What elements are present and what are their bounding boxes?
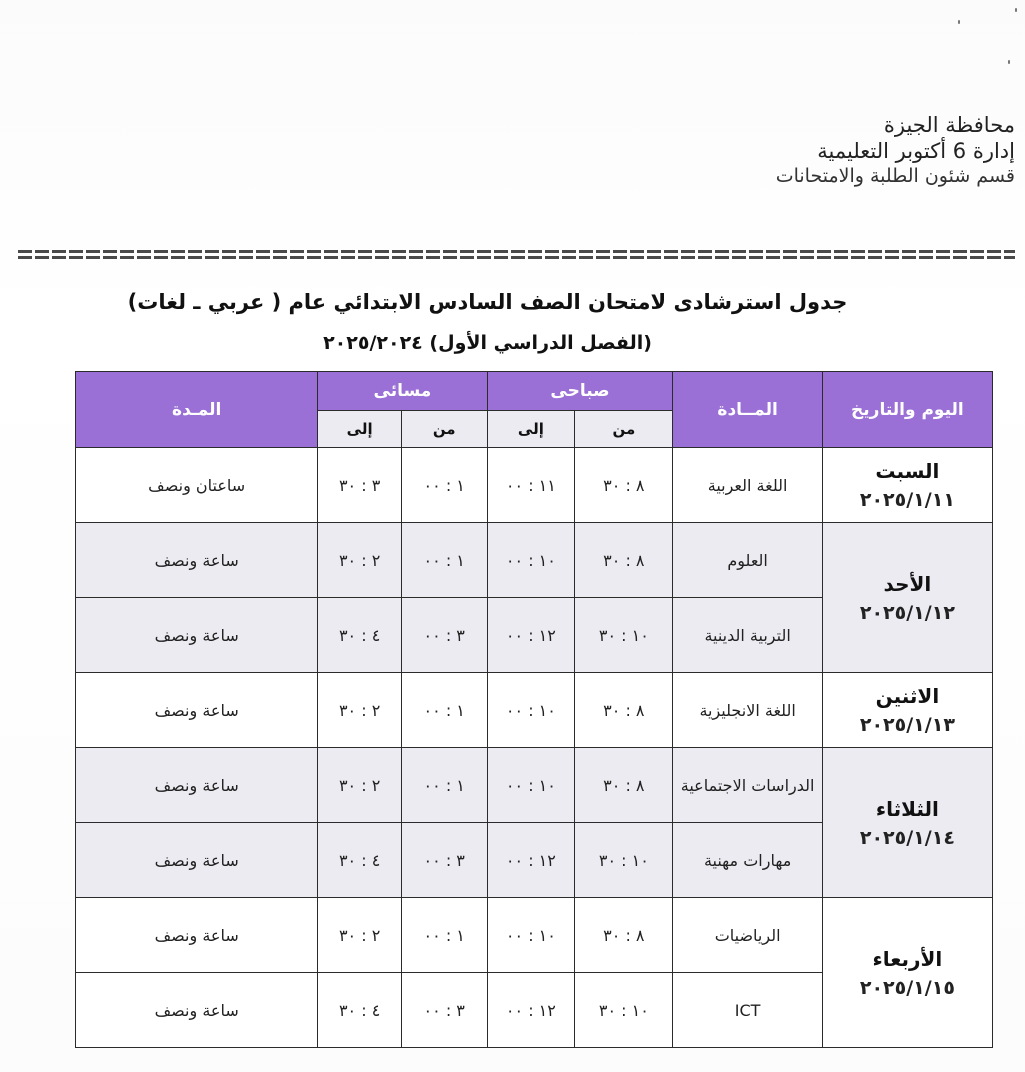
time-value: ١٠ : ٣٠ [598,850,649,870]
document-title-block [120,290,855,354]
morning-to-cell [487,448,575,523]
evening-from-cell [401,673,487,748]
col-duration: المـدة [76,372,318,448]
time-value: ٨ : ٣٠ [603,700,645,720]
day-cell [822,448,992,523]
exam-schedule-table [75,371,993,1048]
day-date: ٢٠٢٥/١/١٥ [859,976,955,999]
header-row [76,372,993,411]
time-value: ١٠ : ٠٠ [505,925,556,945]
subject-cell: ICT [673,973,822,1048]
evening-from-cell [401,523,487,598]
morning-to-cell [487,823,575,898]
evening-to-cell [318,673,402,748]
morning-to-cell [487,898,575,973]
day-date: ٢٠٢٥/١/١١ [859,489,955,511]
col-morning: صباحى [487,372,673,411]
evening-to-cell [318,973,402,1048]
morning-to-cell [487,598,575,673]
col-day-date: اليوم والتاريخ [822,372,992,448]
time-value: ٤ : ٣٠ [338,625,381,645]
time-value: ١٠ : ٠٠ [505,550,556,570]
time-value: ١٢ : ٠٠ [505,1000,556,1020]
time-value: ١ : ٠٠ [423,700,465,720]
morning-from-cell [575,523,673,598]
evening-from-cell [401,448,487,523]
table-row [76,748,993,823]
time-value: ١ : ٠٠ [423,775,465,795]
time-value: ١٢ : ٠٠ [505,625,556,645]
time-value: ١ : ٠٠ [423,925,465,945]
duration-cell: ساعة ونصف [76,598,318,673]
term-subtitle: (الفصل الدراسي الأول) ٢٠٢٥/٢٠٢٤ [323,332,652,354]
evening-to-cell [318,523,402,598]
day-date: ٢٠٢٥/١/١٤ [859,826,955,849]
evening-to-cell [318,748,402,823]
day-name: الأربعاء [872,946,943,971]
evening-to-cell [318,448,402,523]
dash-line-top [18,250,1015,253]
governorate-name: محافظة الجيزة [883,113,1015,137]
speck [958,20,960,24]
day-date: ٢٠٢٥/١/١٣ [859,714,955,736]
morning-from-cell [575,448,673,523]
evening-to-cell [318,823,402,898]
col-morning-from: من [575,411,673,448]
day-cell [822,673,992,748]
duration-cell: ساعة ونصف [76,748,318,823]
time-value: ٨ : ٣٠ [603,925,645,945]
time-value: ١٠ : ٠٠ [505,700,556,720]
time-value: ٢ : ٣٠ [338,700,381,720]
morning-from-cell [575,673,673,748]
evening-to-cell [318,898,402,973]
department-name: قسم شئون الطلبة والامتحانات [775,164,1015,187]
duration-cell: ساعة ونصف [76,673,318,748]
time-value: ١ : ٠٠ [423,550,465,570]
col-morning-to: إلى [487,411,575,448]
morning-from-cell [575,973,673,1048]
morning-from-cell [575,598,673,673]
table-row [76,523,993,598]
morning-to-cell [487,673,575,748]
speck [1015,8,1017,12]
time-value: ٤ : ٣٠ [338,850,381,870]
day-cell [822,523,992,673]
evening-from-cell [401,598,487,673]
organization-header [776,112,1015,188]
document-title: جدول استرشادى لامتحان الصف السادس الابتدائي عام ( عربي ـ لغات) [127,290,848,314]
morning-from-cell [575,823,673,898]
morning-to-cell [487,973,575,1048]
duration-cell: ساعة ونصف [76,523,318,598]
time-value: ٢ : ٣٠ [338,775,381,795]
time-value: ٨ : ٣٠ [603,775,645,795]
day-name: السبت [875,459,940,483]
subject-cell: مهارات مهنية [673,823,822,898]
time-value: ٣ : ٣٠ [338,475,381,495]
time-value: ١٠ : ٣٠ [598,1000,649,1020]
speck [1008,60,1010,64]
evening-from-cell [401,748,487,823]
day-date: ٢٠٢٥/١/١٢ [859,601,955,624]
dash-line-bottom [18,256,1015,259]
morning-from-cell [575,898,673,973]
evening-to-cell [318,598,402,673]
day-name: الثلاثاء [875,796,939,821]
table-row [76,448,993,523]
time-value: ٣ : ٠٠ [423,1000,465,1020]
time-value: ١١ : ٠٠ [505,475,556,495]
col-evening-from: من [401,411,487,448]
day-name: الأحد [883,571,932,596]
col-evening: مسائى [318,372,487,411]
time-value: ٨ : ٣٠ [603,550,645,570]
evening-from-cell [401,898,487,973]
subject-cell: اللغة العربية [673,448,822,523]
table-row [76,673,993,748]
evening-from-cell [401,823,487,898]
morning-to-cell [487,523,575,598]
table-row [76,898,993,973]
duration-cell: ساعة ونصف [76,898,318,973]
double-dashed-separator [18,250,1015,262]
col-subject: المــادة [673,372,822,448]
time-value: ٨ : ٣٠ [603,475,645,495]
administration-name: إدارة 6 أكتوبر التعليمية [817,139,1015,164]
col-evening-to: إلى [318,411,402,448]
day-name: الاثنين [875,684,940,708]
subject-cell: التربية الدينية [673,598,822,673]
time-value: ٣ : ٠٠ [423,625,465,645]
subject-cell: العلوم [673,523,822,598]
subject-cell: الرياضيات [673,898,822,973]
subject-cell: الدراسات الاجتماعية [673,748,822,823]
duration-cell: ساعتان ونصف [76,448,318,523]
evening-from-cell [401,973,487,1048]
time-value: ٤ : ٣٠ [338,1000,381,1020]
duration-cell: ساعة ونصف [76,973,318,1048]
morning-from-cell [575,748,673,823]
time-value: ١٠ : ٠٠ [505,775,556,795]
duration-cell: ساعة ونصف [76,823,318,898]
time-value: ١٠ : ٣٠ [598,625,649,645]
time-value: ١ : ٠٠ [423,475,465,495]
subject-cell: اللغة الانجليزية [673,673,822,748]
time-value: ٢ : ٣٠ [338,550,381,570]
time-value: ٢ : ٣٠ [338,925,381,945]
time-value: ١٢ : ٠٠ [505,850,556,870]
time-value: ٣ : ٠٠ [423,850,465,870]
day-cell [822,748,992,898]
day-cell [822,898,992,1048]
morning-to-cell [487,748,575,823]
